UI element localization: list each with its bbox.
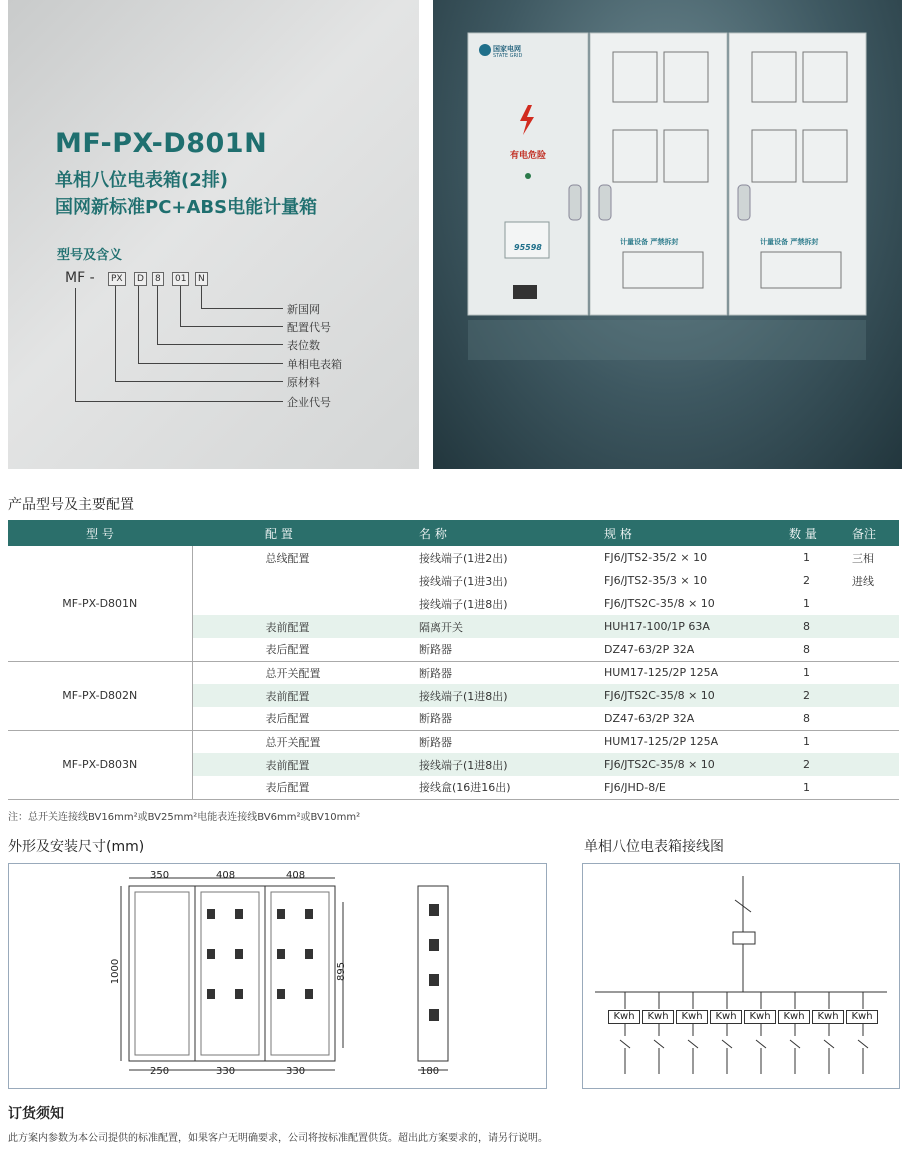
spec-cell: FJ6/JTS2C-35/8 × 10 xyxy=(604,684,789,707)
name-cell: 接线盒(16进16出) xyxy=(419,776,604,799)
name-cell: 断路器 xyxy=(419,666,452,680)
remark-cell xyxy=(852,592,899,615)
config-cell: 表前配置 xyxy=(192,615,419,638)
config-cell: 表前配置 xyxy=(192,753,419,776)
col-model: 型 号 xyxy=(8,520,192,546)
config-section-title: 产品型号及主要配置 xyxy=(8,497,134,513)
table-row xyxy=(8,730,899,753)
name-cell: 隔离开关 xyxy=(419,615,604,638)
order-notice-text: 此方案内参数为本公司提供的标准配置，如果客户无明确要求，公司将按标准配置供货。超出此方案要求的，请另行说明。 xyxy=(8,1133,548,1144)
qty-cell: 1 xyxy=(803,666,810,680)
dim-bottom-2: 330 xyxy=(216,1066,236,1077)
kwh-meter-label: Kwh xyxy=(710,1010,742,1024)
name-cell: 断路器 xyxy=(419,707,604,730)
kwh-meter-label: Kwh xyxy=(642,1010,674,1024)
product-model-title: MF-PX-D801N xyxy=(55,128,268,159)
kwh-meter-label: Kwh xyxy=(812,1010,844,1024)
spec-cell: HUM17-125/2P 125A xyxy=(604,735,719,749)
dim-depth: 180 xyxy=(420,1066,440,1077)
dim-top-1: 350 xyxy=(150,870,170,881)
code-part-config: 01 xyxy=(172,272,189,286)
remark-cell xyxy=(852,707,899,730)
box-outline-drawing xyxy=(9,864,548,1090)
remark-cell xyxy=(852,753,899,776)
model-cell: MF-PX-D802N xyxy=(8,661,192,730)
spec-cell: FJ6/JHD-8/E xyxy=(604,776,789,799)
qty-cell: 2 xyxy=(789,753,852,776)
remark-cell xyxy=(852,776,899,799)
name-cell: 接线端子(1进8出) xyxy=(419,597,508,611)
state-grid-logo-text: 国家电网 xyxy=(493,45,521,53)
code-part-material: PX xyxy=(108,272,126,286)
config-cell: 总开关配置 xyxy=(265,666,321,680)
wiring-note: 注：总开关连接线BV16mm²或BV25mm²电能表连接线BV6mm²或BV10mm² xyxy=(8,812,361,823)
legend-positions: 表位数 xyxy=(287,339,320,352)
config-cell: 表前配置 xyxy=(192,684,419,707)
kwh-meter-label: Kwh xyxy=(744,1010,776,1024)
remark-cell xyxy=(852,730,899,753)
qty-cell: 1 xyxy=(803,597,810,610)
remark-cell xyxy=(852,684,899,707)
qty-cell: 1 xyxy=(803,735,810,749)
table-header-row xyxy=(8,520,899,546)
spec-cell: FJ6/JTS2C-35/8 × 10 xyxy=(604,597,715,610)
qty-cell: 2 xyxy=(789,684,852,707)
legend-single-phase: 单相电表箱 xyxy=(287,358,342,371)
qty-cell: 1 xyxy=(803,551,810,564)
config-cell: 表后配置 xyxy=(192,707,419,730)
qty-cell: 8 xyxy=(789,638,852,661)
qty-cell: 2 xyxy=(803,574,810,587)
config-cell xyxy=(192,569,419,592)
col-spec: 规 格 xyxy=(604,520,789,546)
hotline-label: 95598 xyxy=(514,243,542,252)
state-grid-logo-en: STATE GRID xyxy=(493,53,523,59)
wiring-section-title: 单相八位电表箱接线图 xyxy=(584,839,724,855)
table-row xyxy=(8,661,899,684)
dim-top-2: 408 xyxy=(216,870,236,881)
name-cell: 接线端子(1进8出) xyxy=(419,684,604,707)
config-cell: 表后配置 xyxy=(192,776,419,799)
model-cell: MF-PX-D801N xyxy=(8,546,192,661)
kwh-meter-label: Kwh xyxy=(846,1010,878,1024)
col-remark: 备注 xyxy=(852,520,899,546)
config-cell: 表后配置 xyxy=(192,638,419,661)
name-cell: 接线端子(1进3出) xyxy=(419,574,508,588)
legend-config-code: 配置代号 xyxy=(287,321,331,334)
name-cell: 接线端子(1进2出) xyxy=(419,551,508,565)
model-cell: MF-PX-D803N xyxy=(8,730,192,799)
name-cell: 断路器 xyxy=(419,638,604,661)
code-part-positions: 8 xyxy=(152,272,164,286)
spec-cell: FJ6/JTS2-35/3 × 10 xyxy=(604,574,708,587)
dimension-drawing xyxy=(8,863,547,1089)
model-meaning-heading: 型号及含义 xyxy=(57,248,123,263)
legend-company: 企业代号 xyxy=(287,396,331,409)
qty-cell: 8 xyxy=(789,615,852,638)
order-notice-title: 订货须知 xyxy=(8,1106,64,1122)
col-qty: 数 量 xyxy=(789,520,852,546)
spec-cell: HUH17-100/1P 63A xyxy=(604,615,789,638)
kwh-meter-label: Kwh xyxy=(608,1010,640,1024)
kwh-meter-label: Kwh xyxy=(676,1010,708,1024)
name-cell: 断路器 xyxy=(419,735,452,749)
product-subtitle-2: 国网新标准PC+ABS电能计量箱 xyxy=(55,197,318,218)
dim-inner-height: 895 xyxy=(336,961,348,982)
wiring-lines xyxy=(583,864,901,1090)
dim-top-3: 408 xyxy=(286,870,306,881)
remark-cell: 三相 xyxy=(852,551,874,565)
dim-height: 1000 xyxy=(110,958,122,985)
dim-bottom-1: 250 xyxy=(150,1066,170,1077)
product-subtitle: 单相八位电表箱(2排) xyxy=(55,170,228,191)
hero-panel xyxy=(8,0,419,469)
legend-new-grid: 新国网 xyxy=(287,303,320,316)
col-name: 名 称 xyxy=(419,520,604,546)
config-cell: 总开关配置 xyxy=(265,735,321,749)
spec-cell: FJ6/JTS2C-35/8 × 10 xyxy=(604,753,789,776)
product-photo xyxy=(433,0,902,469)
table-row xyxy=(8,546,899,569)
danger-label: 有电危险 xyxy=(510,151,547,161)
spec-cell: DZ47-63/2P 32A xyxy=(604,707,789,730)
remark-cell xyxy=(852,615,899,638)
spec-cell: HUM17-125/2P 125A xyxy=(604,666,719,680)
seal-label-2: 计量设备 严禁拆封 xyxy=(760,238,819,246)
seal-label-1: 计量设备 严禁拆封 xyxy=(620,238,679,246)
model-code-prefix: MF - xyxy=(65,270,95,286)
dim-bottom-3: 330 xyxy=(286,1066,306,1077)
spec-cell: FJ6/JTS2-35/2 × 10 xyxy=(604,551,708,564)
legend-material: 原材料 xyxy=(287,376,320,389)
remark-cell: 进线 xyxy=(852,574,874,588)
spec-cell: DZ47-63/2P 32A xyxy=(604,638,789,661)
dimensions-section-title: 外形及安装尺寸(mm) xyxy=(8,839,145,855)
col-config: 配 置 xyxy=(192,520,419,546)
remark-cell xyxy=(852,638,899,661)
config-cell xyxy=(192,592,419,615)
code-part-type: D xyxy=(134,272,147,286)
wiring-diagram xyxy=(582,863,900,1089)
name-cell: 接线端子(1进8出) xyxy=(419,753,604,776)
config-table xyxy=(8,520,899,800)
code-part-new: N xyxy=(195,272,208,286)
kwh-meter-label: Kwh xyxy=(778,1010,810,1024)
meter-box-illustration xyxy=(433,0,902,469)
config-cell: 总线配置 xyxy=(265,551,310,565)
qty-cell: 1 xyxy=(789,776,852,799)
qty-cell: 8 xyxy=(789,707,852,730)
remark-cell xyxy=(852,661,899,684)
